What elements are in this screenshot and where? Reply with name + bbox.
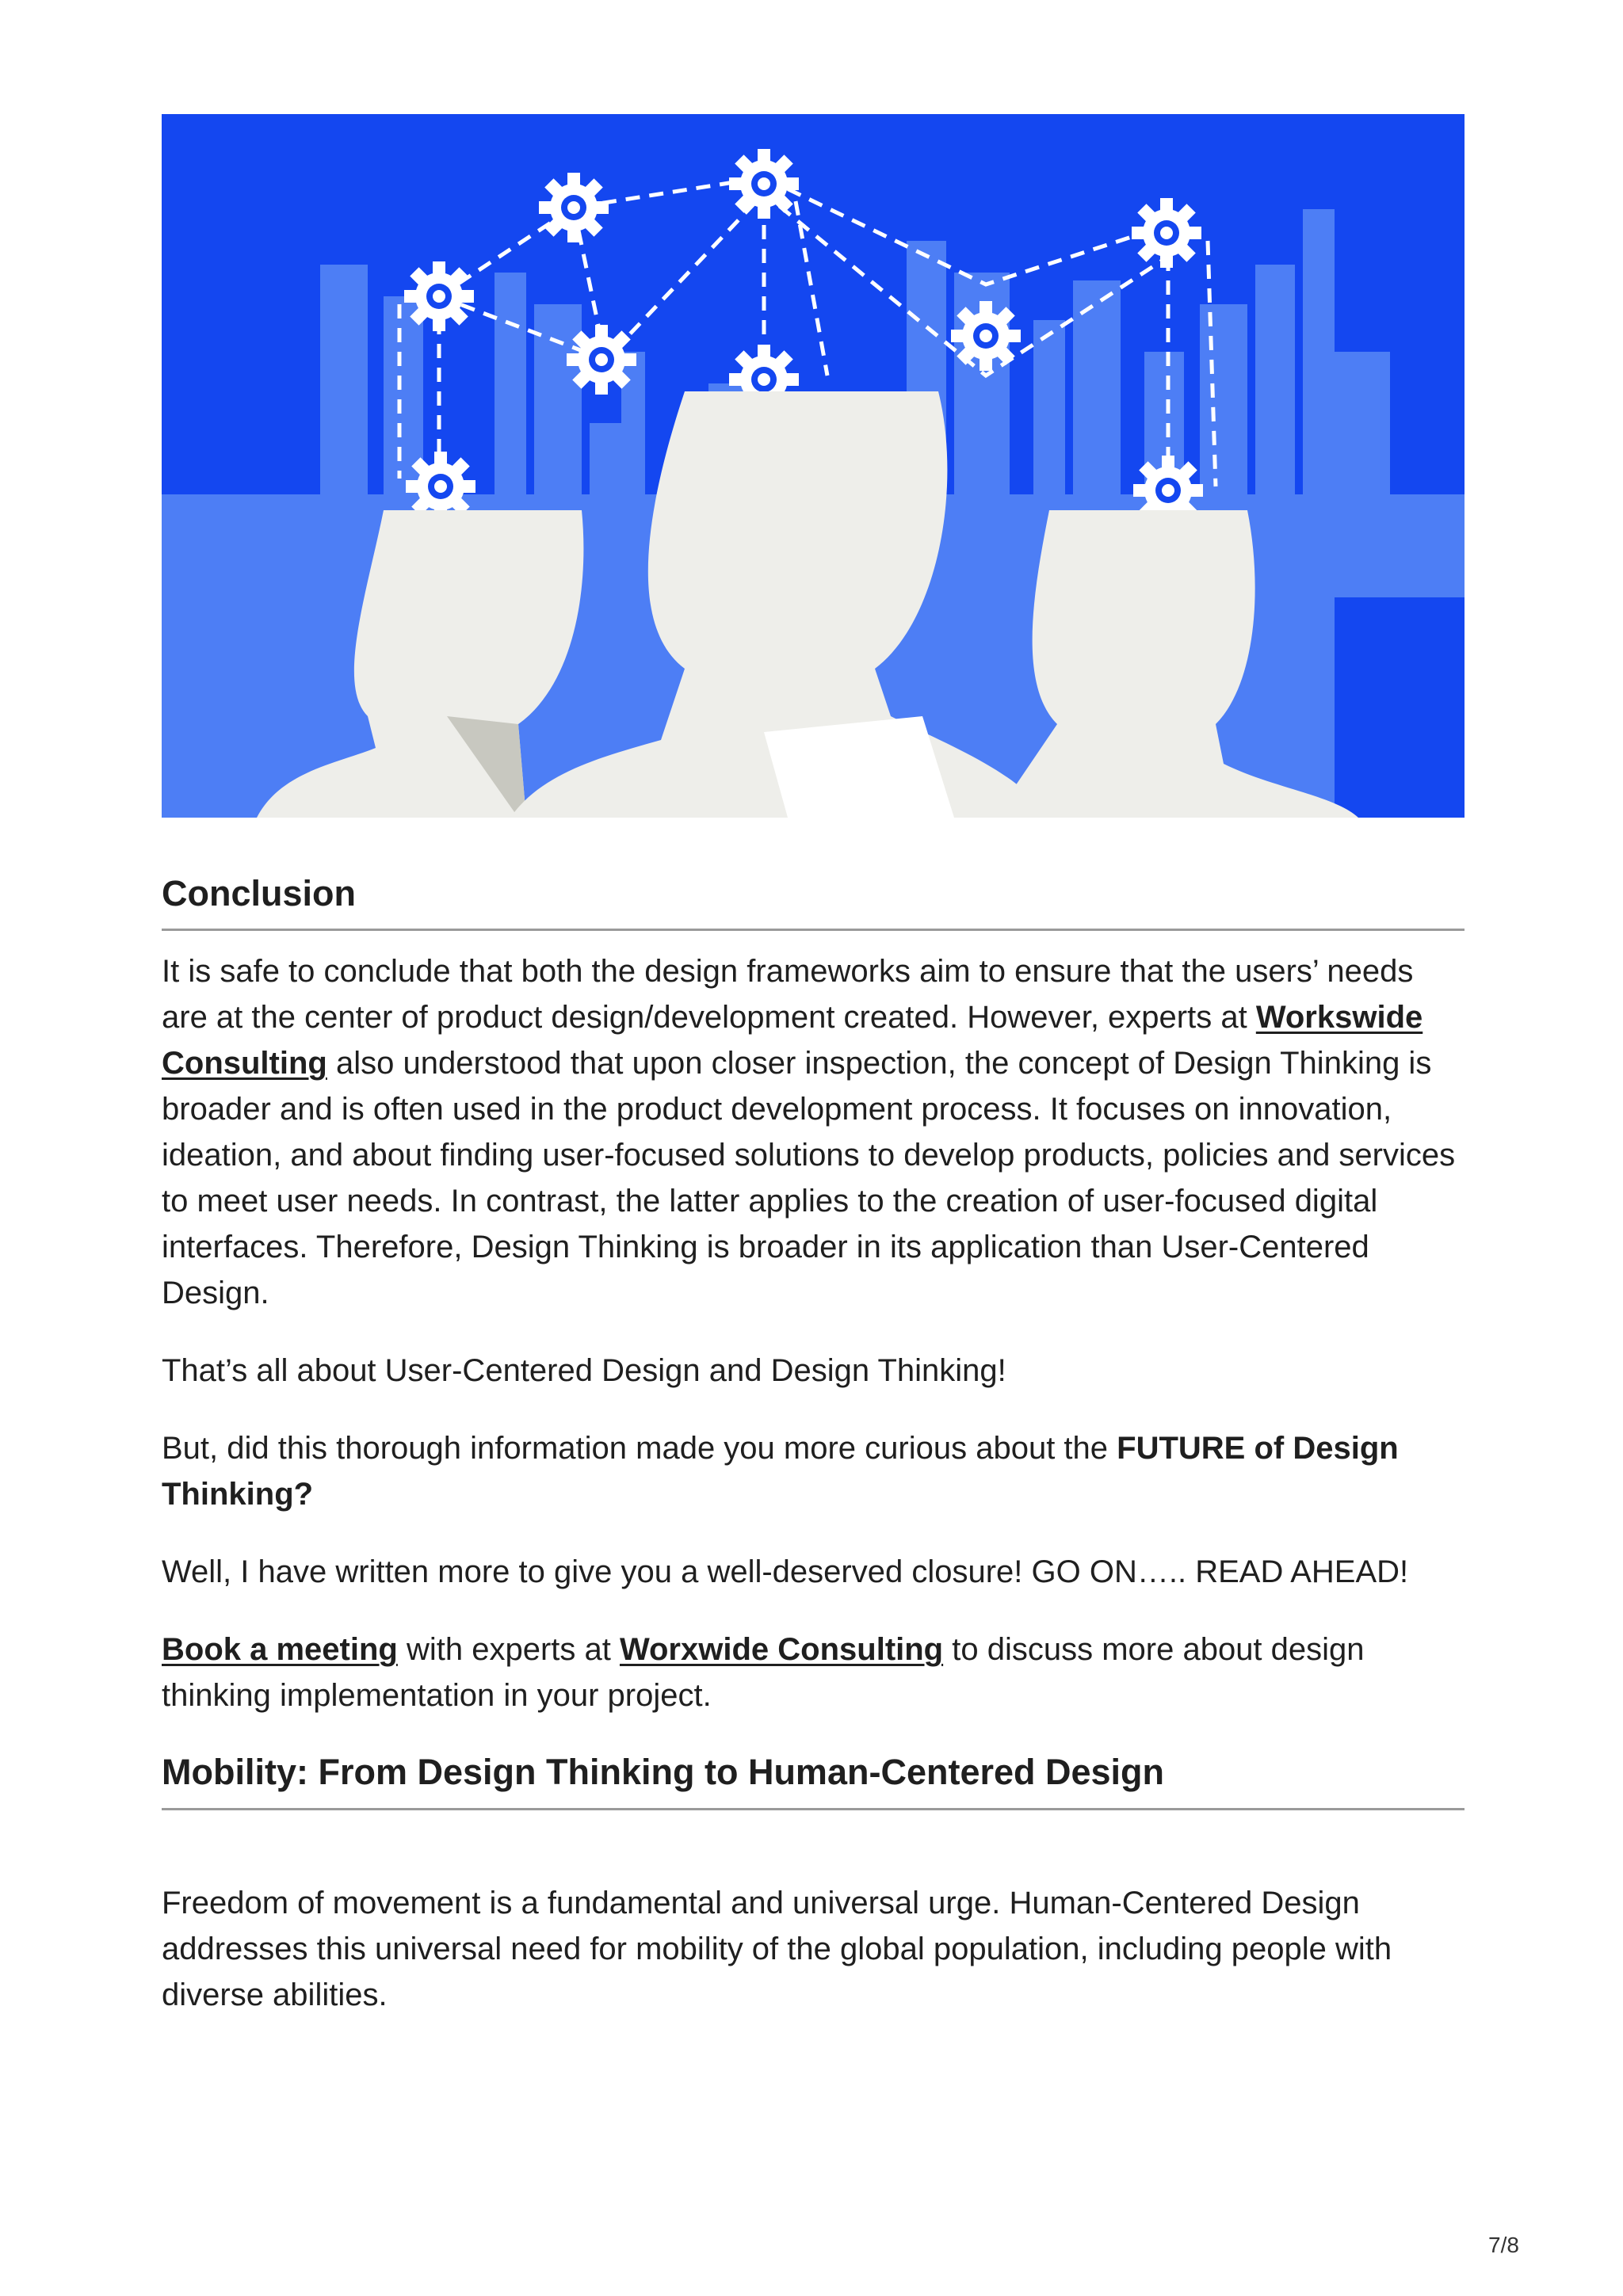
book-meeting-link[interactable]: Book a meeting — [162, 1632, 398, 1668]
worxwide-consulting-link[interactable]: Worxwide Consulting — [619, 1632, 944, 1668]
book-meeting-paragraph: Book a meeting with experts at Worxwide Consulting to discuss more about design thinking implementation in your project. — [162, 1632, 1365, 1714]
conclusion-heading: Conclusion — [162, 871, 1465, 931]
hero-illustration — [162, 114, 1465, 818]
article-content — [162, 871, 1465, 2018]
mobility-heading: Mobility: From Design Thinking to Human-Centered Design — [162, 1750, 1465, 1810]
conclusion-paragraph: It is safe to conclude that both the design frameworks aim to ensure that the users’ needs are at the center of product design/development created. However, experts at Workswide Consulting also understood that upon closer inspection, the concept of Design Thinking is broader and is often used in the product development process. It focuses on innovation, ideation, and about finding user-focused solutions to develop products, policies and services to meet user needs. In contrast, the latter applies to the creation of user-focused digital interfaces. Therefore, Design Thinking is broader in its application than User-Centered Design. — [162, 954, 1456, 1311]
workswide-consulting-link[interactable]: Workswide Consulting — [162, 1000, 1423, 1081]
summary-paragraph: That’s all about User-Centered Design and Design Thinking! — [162, 1353, 1006, 1389]
mobility-paragraph: Freedom of movement is a fundamental and universal urge. Human-Centered Design addresses this universal need for mobility of the global population, including people with diverse abilities. — [162, 1885, 1392, 2012]
page-number: 7/8 — [1488, 2233, 1519, 2257]
future-paragraph: But, did this thorough information made you more curious about the FUTURE of Design Thinking? — [162, 1431, 1399, 1512]
read-ahead-paragraph: Well, I have written more to give you a well-deserved closure! GO ON….. READ AHEAD! — [162, 1554, 1409, 1590]
